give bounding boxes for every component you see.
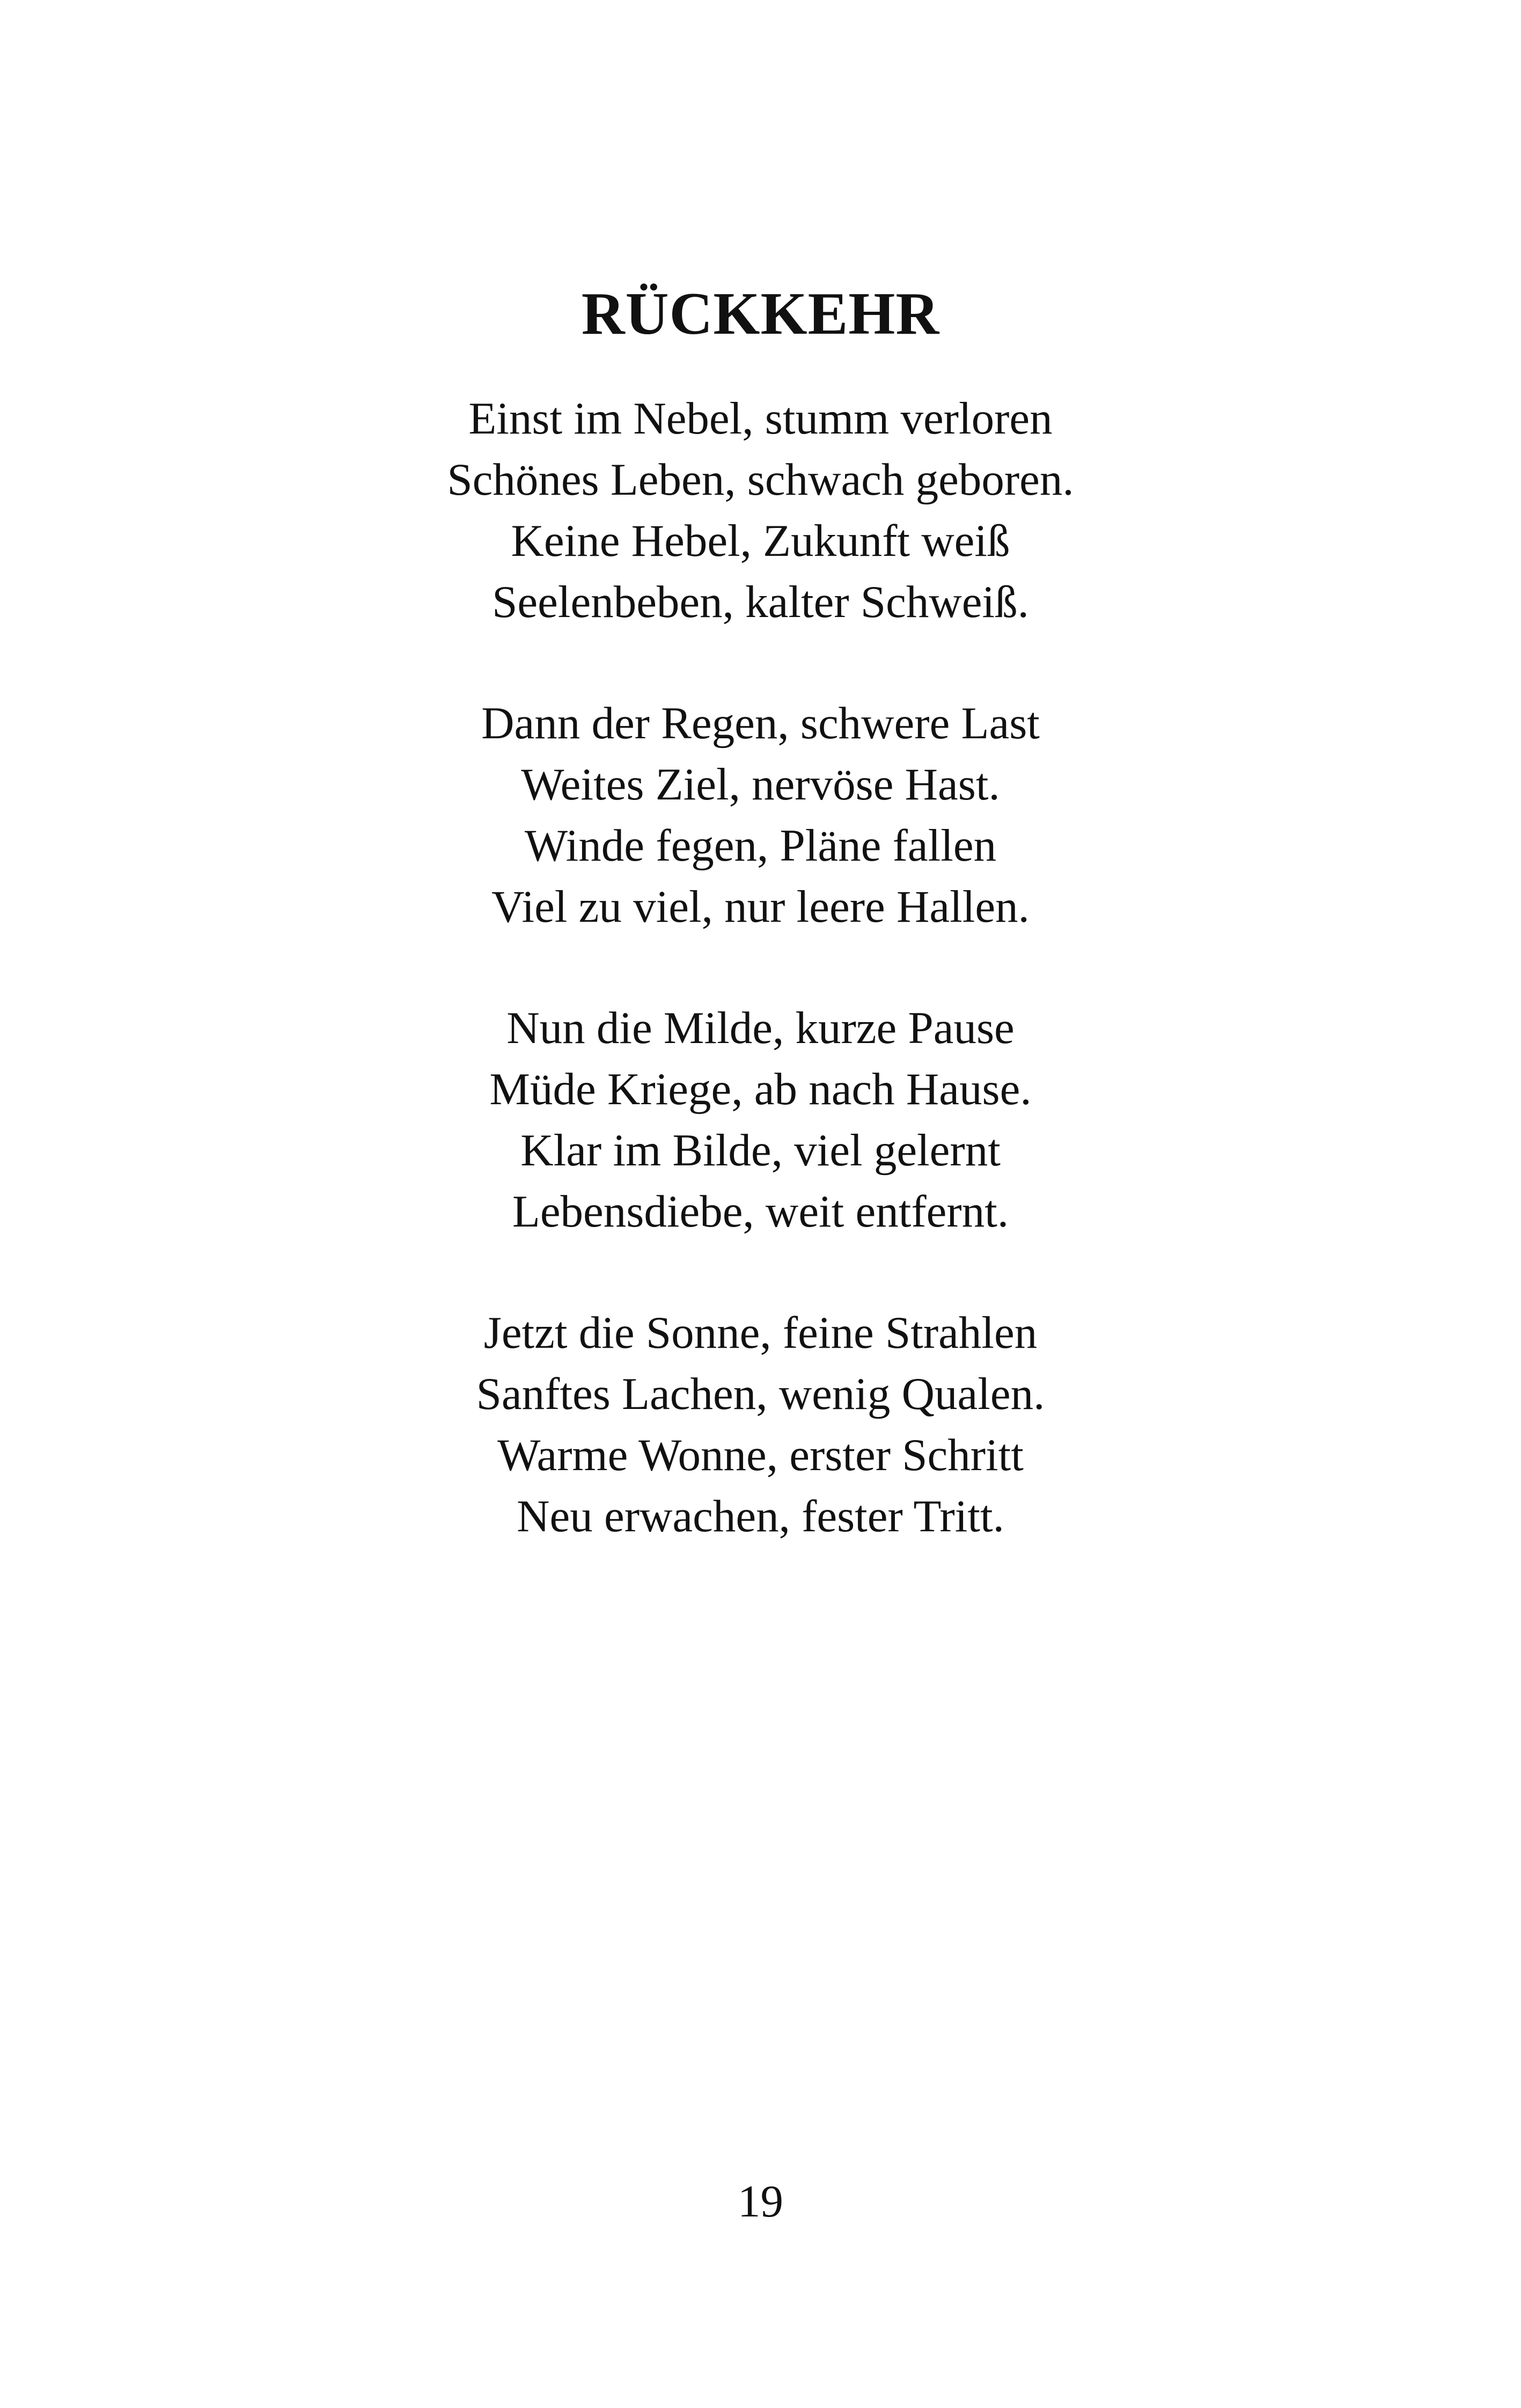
poem-title: RÜCKKEHR [581, 281, 940, 348]
poem-line: Neu erwachen, fester Tritt. [517, 1491, 1004, 1541]
stanza [0, 693, 1521, 937]
poem-line: Sanftes Lachen, wenig Qualen. [476, 1369, 1045, 1419]
poem-line: Winde fegen, Pläne fallen [524, 820, 997, 871]
stanza [0, 388, 1521, 633]
poem-line: Viel zu viel, nur leere Hallen. [491, 882, 1030, 932]
poem-line: Lebensdiebe, weit entfernt. [512, 1186, 1009, 1237]
poem-line: Schönes Leben, schwach geboren. [447, 454, 1074, 505]
poem-line: Seelenbeben, kalter Schweiß. [492, 577, 1029, 627]
poem-line: Keine Hebel, Zukunft weiß [511, 516, 1010, 566]
poem-line: Nun die Milde, kurze Pause [506, 1003, 1015, 1053]
poem-line: Klar im Bilde, viel gelernt [520, 1125, 1001, 1176]
poem-line: Warme Wonne, erster Schritt [497, 1430, 1024, 1480]
poem-line: Weites Ziel, nervöse Hast. [521, 759, 1000, 810]
stanza [0, 997, 1521, 1242]
poem-line: Müde Kriege, ab nach Hause. [489, 1064, 1032, 1114]
poem-line: Einst im Nebel, stumm verloren [468, 393, 1053, 444]
stanza [0, 1302, 1521, 1547]
poem-line: Jetzt die Sonne, feine Strahlen [483, 1308, 1038, 1358]
page-number: 19 [738, 2176, 783, 2227]
poem-line: Dann der Regen, schwere Last [481, 698, 1040, 748]
